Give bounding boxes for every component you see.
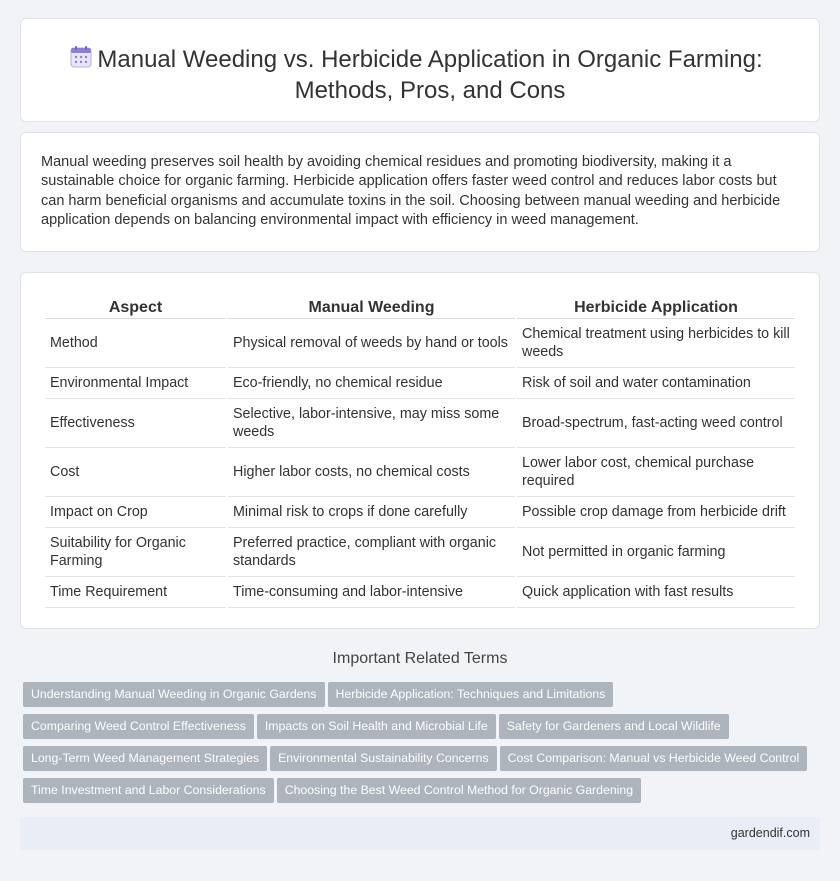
comparison-table — [43, 293, 797, 608]
table-cell: Minimal risk to crops if done carefully — [228, 497, 515, 528]
table-cell: Chemical treatment using herbicides to kill weeds — [517, 319, 795, 368]
column-header-manual-weeding: Manual Weeding — [228, 293, 515, 319]
table-cell: Selective, labor-intensive, may miss some weeds — [228, 399, 515, 448]
table-cell: Quick application with fast results — [517, 577, 795, 608]
table-cell: Possible crop damage from herbicide drift — [517, 497, 795, 528]
related-term-tag[interactable]: Time Investment and Labor Considerations — [23, 778, 274, 803]
table-cell: Impact on Crop — [45, 497, 226, 528]
related-term-tag[interactable]: Impacts on Soil Health and Microbial Life — [257, 714, 496, 739]
related-terms-heading: Important Related Terms — [332, 650, 508, 667]
column-header-herbicide-application: Herbicide Application — [517, 293, 795, 319]
table-header-row — [45, 293, 795, 319]
table-cell: Suitability for Organic Farming — [45, 528, 226, 577]
table-cell: Method — [45, 319, 226, 368]
table-cell: Effectiveness — [45, 399, 226, 448]
related-terms-section — [0, 650, 840, 668]
table-row — [45, 528, 795, 577]
table-row — [45, 448, 795, 497]
table-cell: Not permitted in organic farming — [517, 528, 795, 577]
table-cell: Lower labor cost, chemical purchase required — [517, 448, 795, 497]
table-cell: Preferred practice, compliant with organic standards — [228, 528, 515, 577]
intro-card — [20, 132, 820, 252]
table-row — [45, 319, 795, 368]
header-card — [20, 18, 820, 122]
table-cell: Cost — [45, 448, 226, 497]
column-header-aspect: Aspect — [45, 293, 226, 319]
table-cell: Physical removal of weeds by hand or tools — [228, 319, 515, 368]
table-cell: Environmental Impact — [45, 368, 226, 399]
related-term-tag[interactable]: Understanding Manual Weeding in Organic Gardens — [23, 682, 325, 707]
table-row — [45, 399, 795, 448]
table-row — [45, 368, 795, 399]
related-terms-tags — [23, 682, 813, 810]
table-cell: Higher labor costs, no chemical costs — [228, 448, 515, 497]
intro-text: Manual weeding preserves soil health by avoiding chemical residues and promoting biodiversity, making it a sustainable choice for organic farming. Herbicide application offers faster weed control and reduces labor costs but can harm beneficial organisms and accumulate toxins in the soil. Choosing between manual weeding and herbicide application depends on balancing environmental impact with efficiency in weed management. — [41, 154, 781, 228]
related-term-tag[interactable]: Herbicide Application: Techniques and Limitations — [328, 682, 614, 707]
footer — [20, 817, 820, 850]
table-row — [45, 577, 795, 608]
related-term-tag[interactable]: Comparing Weed Control Effectiveness — [23, 714, 254, 739]
related-term-tag[interactable]: Choosing the Best Weed Control Method for Organic Gardening — [277, 778, 641, 803]
table-cell: Time-consuming and labor-intensive — [228, 577, 515, 608]
comparison-table-card — [20, 272, 820, 629]
table-cell: Broad-spectrum, fast-acting weed control — [517, 399, 795, 448]
table-cell: Time Requirement — [45, 577, 226, 608]
table-cell: Eco-friendly, no chemical residue — [228, 368, 515, 399]
table-row — [45, 497, 795, 528]
related-term-tag[interactable]: Long-Term Weed Management Strategies — [23, 746, 267, 771]
related-term-tag[interactable]: Cost Comparison: Manual vs Herbicide Weed Control — [500, 746, 808, 771]
table-cell: Risk of soil and water contamination — [517, 368, 795, 399]
page-title: Manual Weeding vs. Herbicide Application in Organic Farming: Methods, Pros, and Cons — [97, 46, 763, 104]
related-term-tag[interactable]: Safety for Gardeners and Local Wildlife — [499, 714, 729, 739]
related-term-tag[interactable]: Environmental Sustainability Concerns — [270, 746, 497, 771]
site-name[interactable]: gardendif.com — [730, 826, 810, 840]
